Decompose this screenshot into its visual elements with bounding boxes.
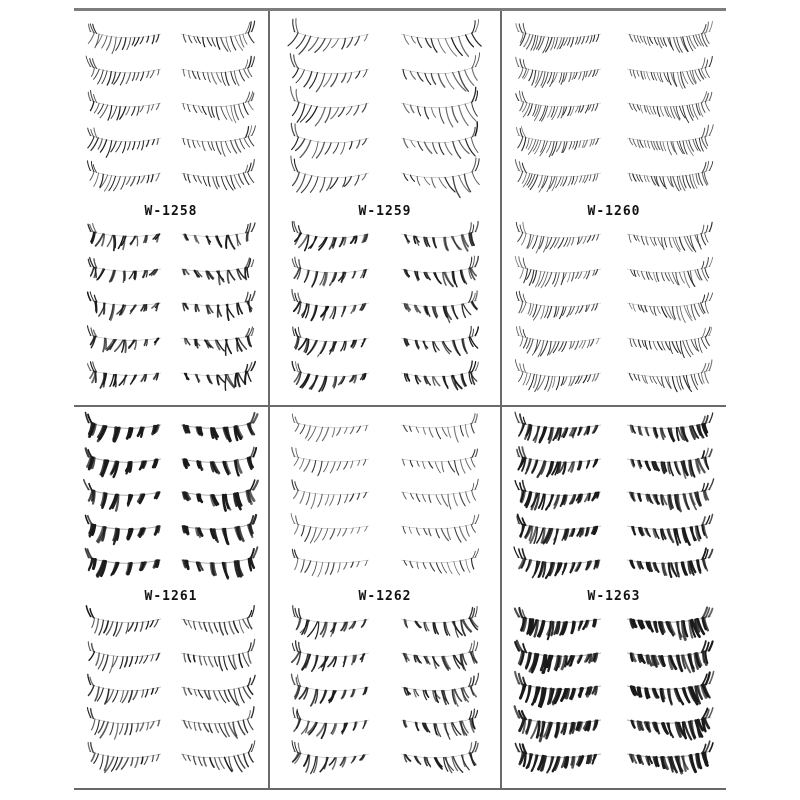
lash-pair-row — [506, 645, 722, 676]
lash-pair-row — [506, 746, 722, 777]
lash-left — [290, 484, 372, 514]
lash-right — [624, 26, 714, 58]
product-code-label: W-1258 — [144, 203, 198, 219]
lash-pair-row — [274, 261, 496, 291]
product-panel-w1262 — [268, 407, 500, 788]
lash-left — [290, 61, 372, 93]
lash-group-bottom — [506, 224, 722, 397]
lash-left — [514, 484, 604, 514]
lash-pair-row — [78, 645, 264, 675]
lash-right — [398, 484, 480, 514]
lash-group-bottom — [274, 224, 496, 397]
lash-left — [290, 451, 372, 481]
lash-right — [398, 746, 480, 776]
lash-right — [624, 61, 714, 93]
lash-pair-row — [78, 679, 264, 709]
lash-left — [290, 165, 372, 197]
lash-pair-row — [274, 746, 496, 776]
product-code-label: W-1263 — [587, 589, 641, 604]
lash-pair-row — [274, 165, 496, 197]
lash-left — [514, 330, 604, 360]
lash-right — [624, 552, 714, 582]
lash-group-bottom — [78, 610, 264, 779]
lash-group-bottom — [506, 610, 722, 779]
lash-pair-row — [506, 130, 722, 162]
lash-right — [624, 130, 714, 162]
product-code-label: W-1260 — [587, 203, 641, 219]
lash-pair-row — [274, 712, 496, 742]
product-grid — [74, 8, 726, 790]
lash-right — [398, 611, 480, 641]
product-panel-w1263 — [500, 407, 726, 788]
lash-left — [514, 365, 604, 395]
lash-left — [290, 365, 372, 395]
lash-right — [398, 330, 480, 360]
lash-left — [514, 746, 604, 777]
lash-left — [514, 417, 604, 447]
lash-pair-row — [78, 365, 264, 395]
lash-right — [398, 645, 480, 675]
lash-group-top — [274, 25, 496, 198]
lash-pair-row — [506, 365, 722, 395]
product-panel-w1261 — [74, 407, 268, 788]
lash-right — [624, 365, 714, 395]
lash-left — [514, 611, 604, 642]
lash-pair-row — [274, 26, 496, 58]
lash-left — [514, 226, 604, 256]
lash-right — [624, 746, 714, 777]
lash-right — [178, 679, 256, 709]
lash-right — [178, 417, 258, 447]
lash-pair-row — [78, 226, 264, 256]
lash-right — [624, 484, 714, 514]
lash-pair-row — [506, 261, 722, 291]
lash-right — [178, 484, 258, 514]
lash-right — [398, 61, 480, 93]
lash-right — [178, 365, 256, 395]
lash-pair-row — [78, 130, 264, 162]
lash-left — [514, 61, 604, 93]
product-panel-w1259 — [268, 11, 500, 407]
lash-left — [84, 484, 164, 514]
lash-left — [86, 679, 164, 709]
lash-pair-row — [274, 484, 496, 514]
lash-left — [290, 611, 372, 641]
lash-left — [514, 451, 604, 481]
product-panel-w1258 — [74, 11, 268, 407]
lash-right — [624, 712, 714, 743]
lash-pair-row — [274, 226, 496, 256]
lash-left — [86, 95, 164, 127]
lash-right — [178, 261, 256, 291]
lash-left — [290, 645, 372, 675]
lash-right — [398, 95, 480, 127]
lash-group-top — [78, 25, 264, 198]
lash-left — [290, 330, 372, 360]
lash-left — [86, 645, 164, 675]
lash-pair-row — [78, 518, 264, 548]
lash-left — [86, 130, 164, 162]
lash-left — [84, 417, 164, 447]
lash-pair-row — [274, 552, 496, 582]
lash-pair-row — [78, 295, 264, 325]
lash-pair-row — [78, 417, 264, 447]
lash-right — [398, 417, 480, 447]
lash-left — [86, 295, 164, 325]
lash-pair-row — [506, 26, 722, 58]
lash-pair-row — [274, 611, 496, 641]
lash-right — [624, 95, 714, 127]
lash-pair-row — [274, 518, 496, 548]
lash-pair-row — [274, 451, 496, 481]
lash-right — [178, 451, 258, 481]
lash-pair-row — [506, 295, 722, 325]
lash-right — [398, 295, 480, 325]
lash-left — [514, 130, 604, 162]
lash-left — [290, 552, 372, 582]
lash-pair-row — [274, 330, 496, 360]
lash-left — [514, 645, 604, 676]
lash-right — [624, 611, 714, 642]
lash-pair-row — [78, 26, 264, 58]
lash-right — [398, 451, 480, 481]
lash-left — [290, 679, 372, 709]
lash-right — [398, 679, 480, 709]
lash-pair-row — [506, 712, 722, 743]
lash-left — [86, 365, 164, 395]
lash-pair-row — [78, 451, 264, 481]
product-code-label: W-1262 — [358, 589, 412, 604]
product-panel-w1260 — [500, 11, 726, 407]
lash-right — [624, 226, 714, 256]
lash-pair-row — [506, 61, 722, 93]
lash-right — [624, 518, 714, 548]
lash-right — [624, 330, 714, 360]
lash-left — [84, 552, 164, 582]
lash-pair-row — [506, 518, 722, 548]
lash-right — [178, 552, 258, 582]
lash-left — [290, 295, 372, 325]
lash-pair-row — [506, 552, 722, 582]
lash-pair-row — [506, 611, 722, 642]
lash-group-top — [274, 415, 496, 584]
lash-left — [514, 261, 604, 291]
lash-right — [398, 552, 480, 582]
lash-right — [178, 165, 256, 197]
lash-right — [398, 261, 480, 291]
lash-right — [398, 130, 480, 162]
lash-pair-row — [274, 645, 496, 675]
lash-left — [290, 712, 372, 742]
lash-left — [86, 746, 164, 776]
lash-right — [178, 295, 256, 325]
lash-pair-row — [506, 95, 722, 127]
lash-left — [290, 746, 372, 776]
lash-pair-row — [506, 165, 722, 197]
lash-right — [624, 678, 714, 709]
lash-left — [86, 26, 164, 58]
lash-group-bottom — [78, 224, 264, 397]
lash-pair-row — [506, 451, 722, 481]
lash-right — [624, 451, 714, 481]
lash-pair-row — [78, 552, 264, 582]
lash-group-top — [506, 415, 722, 584]
lash-left — [86, 712, 164, 742]
lash-right — [178, 330, 256, 360]
lash-right — [624, 261, 714, 291]
lash-left — [290, 417, 372, 447]
lash-right — [398, 365, 480, 395]
lash-right — [178, 95, 256, 127]
lash-right — [624, 295, 714, 325]
lash-pair-row — [78, 746, 264, 776]
lash-right — [178, 645, 256, 675]
lash-right — [398, 712, 480, 742]
lash-pair-row — [78, 330, 264, 360]
lash-left — [86, 226, 164, 256]
lash-left — [86, 330, 164, 360]
lash-pair-row — [506, 484, 722, 514]
lash-pair-row — [274, 417, 496, 447]
lash-right — [398, 226, 480, 256]
lash-pair-row — [274, 295, 496, 325]
lash-right — [398, 518, 480, 548]
lash-right — [178, 611, 256, 641]
lash-right — [178, 712, 256, 742]
lash-left — [514, 712, 604, 743]
lash-pair-row — [506, 417, 722, 447]
lash-pair-row — [78, 61, 264, 93]
lash-left — [290, 261, 372, 291]
lash-left — [514, 295, 604, 325]
lash-right — [624, 417, 714, 447]
lash-left — [290, 26, 372, 58]
lash-pair-row — [78, 261, 264, 291]
lash-right — [178, 61, 256, 93]
lash-left — [86, 165, 164, 197]
lash-left — [514, 26, 604, 58]
lash-right — [178, 746, 256, 776]
lash-left — [290, 226, 372, 256]
lash-group-bottom — [274, 610, 496, 779]
lash-pair-row — [506, 226, 722, 256]
lash-right — [398, 26, 480, 58]
lash-right — [178, 26, 256, 58]
lash-left — [514, 552, 604, 582]
product-code-label: W-1259 — [358, 203, 412, 219]
lash-pair-row — [506, 678, 722, 709]
lash-right — [624, 645, 714, 676]
lash-left — [86, 611, 164, 641]
lash-right — [178, 130, 256, 162]
lash-left — [514, 95, 604, 127]
lash-pair-row — [274, 95, 496, 127]
product-code-label: W-1261 — [144, 589, 198, 604]
lash-pair-row — [274, 130, 496, 162]
lash-pair-row — [274, 679, 496, 709]
lash-left — [84, 451, 164, 481]
lash-right — [178, 518, 258, 548]
lash-pair-row — [274, 61, 496, 93]
lash-left — [290, 95, 372, 127]
lash-left — [514, 165, 604, 197]
lash-right — [178, 226, 256, 256]
lash-pair-row — [506, 330, 722, 360]
lash-left — [290, 518, 372, 548]
lash-left — [84, 518, 164, 548]
lash-left — [86, 261, 164, 291]
lash-left — [290, 130, 372, 162]
lash-pair-row — [274, 365, 496, 395]
lash-pair-row — [78, 611, 264, 641]
lash-pair-row — [78, 95, 264, 127]
lash-pair-row — [78, 712, 264, 742]
lash-left — [514, 518, 604, 548]
lash-pair-row — [78, 165, 264, 197]
lash-right — [624, 165, 714, 197]
lash-right — [398, 165, 480, 197]
lash-group-top — [78, 415, 264, 584]
lash-left — [514, 678, 604, 709]
lash-pair-row — [78, 484, 264, 514]
lash-left — [86, 61, 164, 93]
lash-group-top — [506, 25, 722, 198]
